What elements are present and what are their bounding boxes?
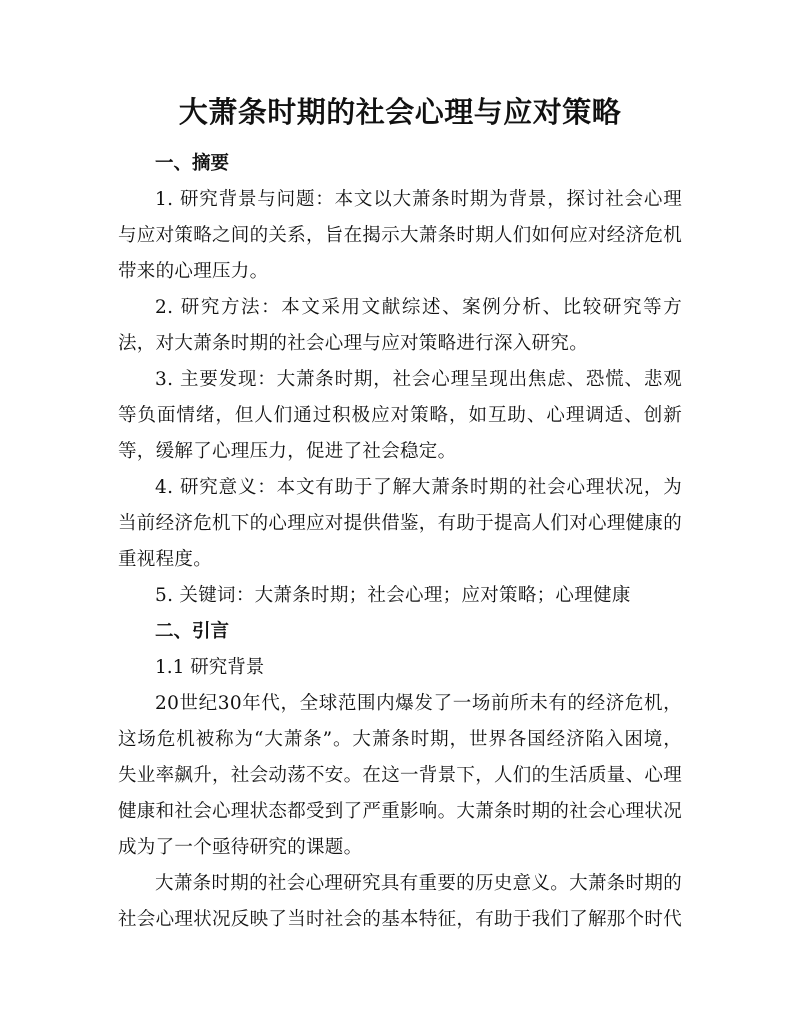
intro-paragraph-1: 20世纪30年代，全球范围内爆发了一场前所未有的经济危机，这场危机被称为“大萧条”。大萧条时期，世界各国经济陷入困境，失业率飙升，社会动荡不安。在这一背景下，人们的生活质量、心理健康和社会心理状态都受到了严重影响。大萧条时期的社会心理状况成为了一个亟待研究的课题。 [118,693,683,858]
document-title: 大萧条时期的社会心理与应对策略 [178,95,622,129]
intro-subheading: 1.1 研究背景 [155,657,265,678]
document-page [118,92,682,938]
intro-heading: 二、引言 [155,621,230,642]
abstract-item-3: 3. 主要发现：大萧条时期，社会心理呈现出焦虑、恐慌、悲观等负面情绪，但人们通过积极应对策略，如互助、心理调适、创新等，缓解了心理压力，促进了社会稳定。 [118,369,682,462]
abstract-heading: 一、摘要 [155,153,230,174]
abstract-item-4: 4. 研究意义：本文有助于了解大萧条时期的社会心理状况，为当前经济危机下的心理应对提供借鉴，有助于提高人们对心理健康的重视程度。 [118,477,683,570]
abstract-item-5: 5. 关键词：大萧条时期；社会心理；应对策略；心理健康 [155,585,631,606]
intro-paragraph-2: 大萧条时期的社会心理研究具有重要的历史意义。大萧条时期的社会心理状况反映了当时社会的基本特征，有助于我们了解那个时代 [118,873,683,930]
abstract-item-1: 1. 研究背景与问题：本文以大萧条时期为背景，探讨社会心理与应对策略之间的关系，旨在揭示大萧条时期人们如何应对经济危机带来的心理压力。 [118,189,683,282]
abstract-item-2: 2. 研究方法：本文采用文献综述、案例分析、比较研究等方法，对大萧条时期的社会心理与应对策略进行深入研究。 [118,297,682,354]
